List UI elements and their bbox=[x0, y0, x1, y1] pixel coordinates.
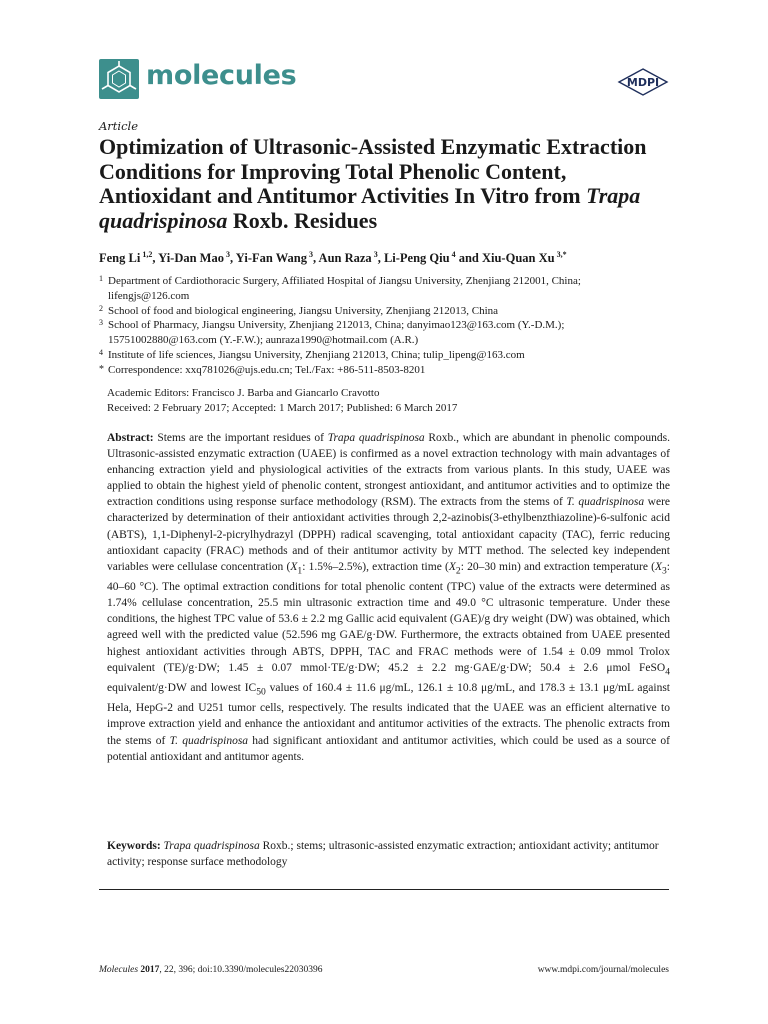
keywords-body bbox=[107, 840, 659, 868]
abstract-segment: 50 bbox=[256, 686, 266, 698]
author-affiliation-mark: 3 bbox=[223, 250, 230, 259]
footer-citation: , 22, 396; doi:10.3390/molecules22030396 bbox=[159, 965, 323, 975]
affiliation-item bbox=[99, 363, 689, 378]
affiliation-item bbox=[99, 274, 689, 304]
affiliation-line: School of Pharmacy, Jiangsu University, Zhenjiang 212013, China; danyimao123@163.com (Y.-D.M.); bbox=[108, 319, 565, 332]
author-separator: , bbox=[152, 251, 159, 266]
abstract-segment: 4 bbox=[665, 665, 670, 677]
abstract-segment: Stems are the important residues of bbox=[153, 432, 328, 444]
affiliation-line: Department of Cardiothoracic Surgery, Affiliated Hospital of Jiangsu University, Zhenjiang 212001, China; bbox=[108, 275, 581, 287]
affiliation-line: School of food and biological engineering, Jiangsu University, Zhenjiang 212013, China bbox=[108, 304, 499, 317]
journal-url[interactable]: www.mdpi.com/journal/molecules bbox=[537, 965, 669, 975]
author-affiliation-mark: 3 bbox=[306, 250, 313, 259]
author-name: Feng Li bbox=[99, 251, 141, 266]
affiliation-line: 15751002880@163.com (Y.-F.W.); aunraza1990@hotmail.com (A.R.) bbox=[108, 334, 419, 347]
author-separator: , bbox=[312, 251, 319, 266]
author-name: Xiu-Quan Xu bbox=[481, 251, 555, 266]
abstract-segment: 2 bbox=[455, 565, 461, 577]
affiliation-item bbox=[99, 348, 689, 363]
affiliation-line: Institute of life sciences, Jiangsu University, Zhenjiang 212013, China; tulip_lipeng@163.com bbox=[108, 348, 525, 361]
abstract-segment: were characterized by determination of their antioxidant activities through 2,2-azinobis(3-ethylbenzthiazoline)-6-sulfonic acid (ABTS), 1,1-Diphenyl-2-picrylhydrazyl (DPPH) radical scavenging, total antioxidant capacity (TAC), ferric reducing antioxidant capacity (FRAC) methods and of their antitumor activity by MTT method. The selected key independent variables were cellulase concentration ( bbox=[107, 496, 671, 573]
author-name: Yi-Dan Mao bbox=[158, 251, 224, 266]
affiliations bbox=[99, 274, 689, 378]
citation-footer bbox=[99, 965, 323, 975]
affiliation-line: lifengjs@126.com bbox=[108, 289, 190, 302]
paper-title bbox=[99, 135, 679, 233]
affiliation-mark: 4 bbox=[99, 347, 103, 357]
author-affiliation-mark: 3,* bbox=[554, 250, 567, 259]
keywords-segment: Roxb.; stems; ultrasonic-assisted enzymatic extraction; antioxidant activity; antitumor activity; response surface methodology bbox=[107, 840, 659, 869]
author-affiliation-mark: 4 bbox=[449, 250, 456, 259]
keywords-label: Keywords: bbox=[107, 840, 161, 852]
affiliation-item bbox=[99, 304, 689, 319]
mdpi-logo-icon bbox=[617, 68, 669, 96]
abstract-segment: 1 bbox=[297, 565, 303, 577]
title-text-end: Roxb. Residues bbox=[227, 207, 378, 233]
footer-year: 2017 bbox=[140, 965, 160, 975]
affiliation-mark: 1 bbox=[99, 274, 103, 283]
abstract-segment: : 20–30 min) and extraction temperature ( bbox=[460, 560, 655, 573]
publisher-name: MDPI bbox=[626, 76, 660, 89]
abstract-segment: X bbox=[290, 560, 298, 573]
article-type: Article bbox=[99, 119, 139, 133]
author-list bbox=[99, 250, 679, 266]
abstract-segment: X bbox=[654, 560, 662, 573]
author-affiliation-mark: 3 bbox=[371, 250, 378, 259]
abstract-segment: : 40–60 °C). The optimal extraction conditions for total phenolic content (TPC) value of the extracts were determined as 1.74% cellulase concentration, 25.5 min ultrasonic extraction time and 49.0 °C ultrasonic temperature. Under these conditions, the highest TPC value of 53.6 ± 2.2 mg Gallic acid equivalent (GAE)/g dry weight (DW) was obtained, which agreed well with the predicted value (52.596 mg GAE/g·DW. Furthermore, the extracts obtained from UAEE presented highest antioxidant activities through ABTS, DPPH, TAC and FRAC methods were of 1.54 ± 0.09 mmol Trolox equivalent (TE)/g·DW; 1.45 ± 0.07 mmol·TE/g·DW; 45.2 ± 2.2 mg·GAE/g·DW; 50.4 ± 2.6 μmol FeSO bbox=[107, 560, 670, 674]
author-affiliation-mark: 1,2 bbox=[140, 250, 153, 259]
abstract-segment: 3 bbox=[662, 565, 667, 577]
abstract-segment: X bbox=[448, 560, 456, 573]
title-species: Trapa quadrispinosa bbox=[99, 183, 641, 233]
footer-journal: Molecules bbox=[99, 965, 139, 975]
abstract-body bbox=[107, 432, 670, 763]
abstract-segment: values of 160.4 ± 11.6 μg/mL, 126.1 ± 10.8 μg/mL, and 178.3 ± 13.1 μg/mL against Hela, HepG-2 and U251 tumor cells, respectively. The results indicated that the UAEE was an efficient alternative to improve extraction yield and enhance the antioxidant and antitumor activities of the extracts. The phenolic extracts from the stems of bbox=[107, 682, 670, 747]
keywords-segment: Trapa quadrispinosa bbox=[163, 840, 260, 852]
abstract-label: Abstract: bbox=[107, 432, 154, 444]
publication-dates: Received: 2 February 2017; Accepted: 1 March 2017; Published: 6 March 2017 bbox=[107, 402, 458, 414]
affiliation-mark: 2 bbox=[99, 303, 103, 313]
divider bbox=[99, 889, 669, 890]
affiliation-mark: * bbox=[99, 363, 104, 375]
abstract-segment: equivalent/g·DW and lowest IC bbox=[107, 682, 257, 694]
abstract-segment: : 1.5%–2.5%), extraction time ( bbox=[302, 560, 449, 573]
abstract-segment: Roxb., which are abundant in phenolic compounds. Ultrasonic-assisted enzymatic extraction (UAEE) is confirmed as a novel extraction technology with main advantages of enhancing extraction yield and physiological activities of the extracts from various plants. In this study, UAEE was applied to obtain the highest yield of phenolic content, strongest antioxidant, and antitumor activities and to optimize the extraction conditions using response surface methodology (RSM). The extracts from the stems of bbox=[107, 432, 670, 509]
title-text: Optimization of Ultrasonic-Assisted Enzymatic Extraction Conditions for Improving Total Phenolic Content, Antioxidant and Antitumor Activities In Vitro from bbox=[99, 134, 647, 208]
abstract-segment: T. quadrispinosa bbox=[169, 734, 249, 747]
molecules-logo-icon bbox=[99, 59, 139, 99]
journal-name: molecules bbox=[146, 60, 297, 91]
author-separator: , bbox=[377, 251, 384, 266]
author-separator: and bbox=[455, 251, 482, 266]
abstract-segment: had significant antioxidant and antitumor activities, which could be used as a source of potential antioxidant and antitumor agents. bbox=[107, 734, 670, 763]
author-name: Yi-Fan Wang bbox=[235, 251, 307, 266]
abstract-segment: Trapa quadrispinosa bbox=[327, 432, 425, 444]
affiliation-item bbox=[99, 318, 689, 348]
keywords bbox=[107, 838, 670, 870]
author-name: Aun Raza bbox=[318, 251, 372, 266]
affiliation-line: Correspondence: xxq781026@ujs.edu.cn; Tel./Fax: +86-511-8503-8201 bbox=[108, 363, 426, 376]
abstract bbox=[107, 430, 670, 765]
affiliation-mark: 3 bbox=[99, 318, 103, 328]
author-name: Li-Peng Qiu bbox=[383, 251, 450, 266]
abstract-segment: T. quadrispinosa bbox=[566, 496, 645, 509]
author-separator: , bbox=[229, 251, 236, 266]
academic-editors: Academic Editors: Francisco J. Barba and Giancarlo Cravotto bbox=[107, 387, 380, 399]
